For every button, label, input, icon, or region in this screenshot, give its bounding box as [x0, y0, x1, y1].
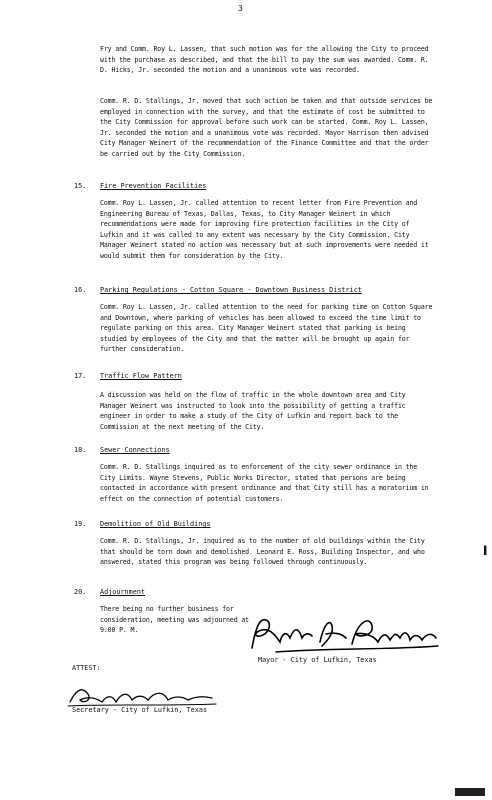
- item-number: 17.: [74, 372, 87, 380]
- page-number: 3: [238, 4, 243, 13]
- item-body: Comm. Roy L. Lassen, Jr. called attention to recent letter from Fire Prevention and Engineering Bureau of Texas, Dallas, Texas, to City Manager Weinert in which recommendations were made for improving fire protection facilities in the City of Lufkin and it was called to any extent was necessary by the City Commission. City Manager Weinert stated no action was necessary but at such improvements were needed it would submit them for consideration by the City.: [100, 199, 429, 260]
- scan-corner-artifact: [455, 788, 485, 796]
- item-number: 18.: [74, 446, 87, 454]
- item-title: Traffic Flow Pattern: [100, 372, 182, 380]
- secretary-title: Secretary - City of Lufkin, Texas: [72, 706, 208, 714]
- secretary-signature: [66, 682, 226, 708]
- item-number: 19.: [74, 520, 87, 528]
- item-title: Fire Prevention Facilities: [100, 182, 207, 190]
- item-number: 15.: [74, 182, 87, 190]
- continuation-paragraph: Fry and Comm. Roy L. Lassen, that such motion was for the allowing the City to proceed with the purchase as described, and that the bill to pay the sum was awarded. Comm. R. D. Hicks, Jr. seconded the motion and a unanimous vote was recorded.: [100, 45, 429, 75]
- item-title: Sewer Connections: [100, 446, 170, 454]
- item-body: Comm. Roy L. Lassen, Jr. called attention to the need for parking time on Cotton Square and Downtown, where parking of vehicles has been allowed to exceed the time limit to regulate parking on this area. City Manager Weinert stated that parking is being studied by employees of the City and that the matter will be brought up again for further consideration.: [100, 303, 433, 354]
- mayor-signature: [246, 612, 442, 656]
- item-number: 16.: [74, 286, 87, 294]
- item-body: Comm. R. D. Stallings inquired as to enforcement of the city sewer ordinance in the City Limits. Wayne Stevens, Public Works Director, stated that persons are being contacted in accordance with present ordinance and that City still has a moratorium in effect on the connection of potential customers.: [100, 463, 429, 503]
- item-number: 20.: [74, 588, 87, 596]
- item-body: Comm. R. D. Stallings, Jr. inquired as to the number of old buildings within the City that should be torn down and demolished. Leonard E. Ross, Building Inspector, and who answered, stated this program was being followed through continuously.: [100, 537, 425, 567]
- item-title: Adjournment: [100, 588, 146, 596]
- motion-paragraph: Comm. R. D. Stallings, Jr. moved that such action be taken and that outside services be employed in connection with the survey, and that the estimate of cost be submitted to the City Commission for approval before such work can be started. Comm. Roy L. Lassen, Jr. seconded the motion and a unanimous vote was recorded. Mayor Harrison then advised City Manager Weinert of the recommendation of the Finance Committee and that the order be carried out by the City Commission.: [100, 97, 433, 158]
- item-title: Parking Regulations - Cotton Square - Downtown Business District: [100, 286, 362, 294]
- mayor-title: Mayor - City of Lufkin, Texas: [258, 656, 377, 664]
- attest-label: ATTEST:: [72, 664, 101, 672]
- item-body: A discussion was held on the flow of traffic in the whole downtown area and City Manager Weinert was instructed to look into the possibility of getting a traffic engineer in order to make a study of the City of Lufkin and report back to the Commission at the next meeting of the City.: [100, 391, 406, 431]
- item-title: Demolition of Old Buildings: [100, 520, 211, 528]
- scan-margin-mark: ▌: [484, 546, 489, 555]
- item-body: There being no further business for consideration, meeting was adjourned at 9:00 P. M.: [100, 605, 249, 635]
